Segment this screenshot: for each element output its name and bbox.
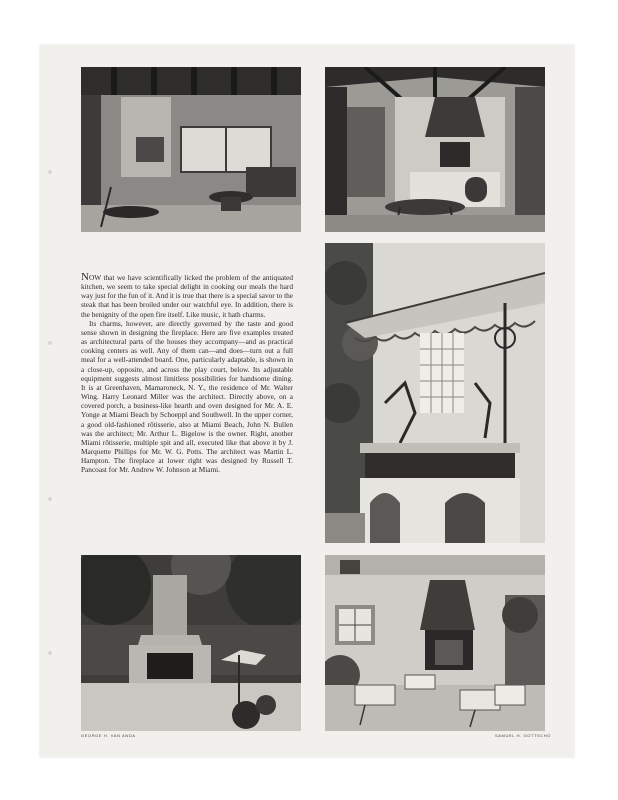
binder-hole — [48, 651, 52, 655]
binder-hole — [48, 341, 52, 345]
binder-hole — [48, 497, 52, 501]
photo-credit-right: SAMUEL H. GOTTSCHO — [495, 733, 551, 738]
paragraph-1-body: OW that we have scientifically licked the problem of the antiquated kitchen, we seem to take special delight in cooking our meals the hard way just for the fun of it. And it is true that there is a special savor to the steak that has been broiled under our watchful eye. In addition, there is the benignity of the open fire itself. Like music, it hath charms. — [81, 273, 293, 319]
garden-fireplace-photo — [81, 555, 301, 731]
multiple-spit-rotisserie-photo — [325, 243, 545, 543]
article-text — [81, 273, 293, 474]
drop-cap: N — [81, 271, 89, 283]
magazine-page — [40, 45, 574, 757]
binder-hole — [48, 170, 52, 174]
article-paragraph-1 — [81, 273, 293, 319]
rotisserie-interior-photo — [81, 67, 301, 232]
covered-porch-hearth-photo — [325, 67, 545, 232]
article-paragraph-2: Its charms, however, are directly governed by the taste and good sense shown in designing the fireplace. Here are five examples treated as architectural parts of the houses they accompany—and as practical cooking centers as well. Any of them can—and does—turn out a full meal for a well-attended board. One, particularly adaptable, is shown in a close-up, opposite, and across the play court, below. Its adjustable equipment suggests almost limitless possibilities for handsome dining. It is at Greenhaven, Mamaroneck, N. Y., the residence of Mr. Walter Wing. Harry Leonard Miller was the architect. Directly above, on a covered porch, a business-like hearth and oven designed for Mr. A. E. Yonge at Miami Beach by Schoeppl and Southwell. In the upper corner, a good old-fashioned rôtisserie, also at Miami Beach, John N. Bullen was the architect; Mr. Arthur L. Bigelow is the owner. Right, another Miami rôtisserie, multiple spit and all, executed like that above it by J. Marquette Phillips for Mr. W. G. Potts. The architect was Martin L. Hampton. The fireplace at lower right was designed by Russell T. Pancoast for Mr. Andrew W. Johnson at Miami. — [81, 318, 293, 475]
photo-credit-left: GEORGE H. VAN ANDA — [81, 733, 136, 738]
patio-fireplace-photo — [325, 555, 545, 731]
